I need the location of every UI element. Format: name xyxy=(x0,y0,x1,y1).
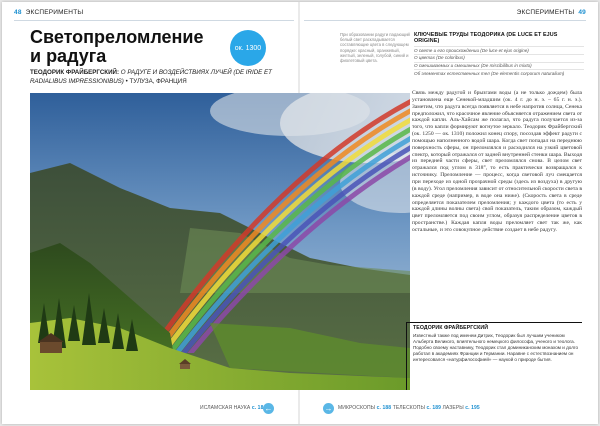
right-page-header xyxy=(517,6,586,20)
right-arrow-icon[interactable]: → xyxy=(324,404,333,413)
article-body-text: Связь между радугой и брызгами воды (а не только дождем) была установлена еще Сенекой-младшим (ок. 4 г. до н. э. – 65 г. н. э.). Заметим, что радуга всегда появляется в небе напротив солнца, Сенека предположил, что красочное явление объясняется отражением света от каждой капли. Аль-Хайсам же полагал, что радуга получается из-за того, что капли формируют вогнутое зеркало. Теодорик Фрайбергский (ок. 1250 — ок. 1310) положил конец спору, посоздав эффект радуги с помощью наполненного водой шара. Когда свет попадал на переднюю поверхность сферы, он преломлялся и расходился на узкий цветовой спектр, который отражался от задней внутренней стенки шара. Выходя из передней части сферы, свет преломлялся снова. В целом свет отражался под углом в 318°, то есть практически возвращался к источнику. Преломление — процесс, когда световой луч смещается при переходе из одной прозрачной среды (здесь из воздуха) в другую (в воду). Угол преломления зависит от относительной скорости света в каждой среде (например, в воде она ниже). (Скорость света в среде определяется показателем преломления; у каждого цвета (то есть у каждой длины волны света) свой показатель, таким образом, каждый цвет преломляется под своим углом, образуя распределение цветов в пространстве.) Каждая капля воды преломляет свет так же, как остальные, и это совокупное действие создает в небе радугу. xyxy=(412,90,582,233)
ref-telescopes-page[interactable]: с. 189 xyxy=(426,405,441,411)
key-work-item: О смешиваемых и смешанных (De miscibilibus in mixto) xyxy=(414,62,584,70)
key-work-item: О свете и его происхождении (De luce et ejus origine) xyxy=(414,46,584,54)
left-footer-ref[interactable] xyxy=(200,402,263,414)
subtitle-author: ТЕОДОРИК ФРАЙБЕРГСКИЙ: xyxy=(30,69,120,76)
bio-text: Известный также под именем Дитрих, Теодорик был лучшим учеником Альберта Великого, влиятельного немецкого философа, ученого и теолога. Подобно своему наставнику, Теодорик стал доминиканским монахом и долго работал в академиях Франции и Германии. Наравне с естествознанием он интересовался «натурфилософией» — наукой о природе бытия. xyxy=(413,333,579,362)
title-line-2: и радуга xyxy=(30,46,107,66)
left-ref-label: ИСЛАМСКАЯ НАУКА xyxy=(200,405,251,411)
left-header-rule xyxy=(14,20,294,21)
ref-microscopes-label[interactable]: МИКРОСКОПЫ xyxy=(338,405,376,411)
date-badge: ок. 1300 xyxy=(230,30,266,66)
ref-lasers-label[interactable]: ЛАЗЕРЫ xyxy=(442,405,464,411)
subtitle-work: О РАДУГЕ И ВОЗДЕЙСТВИЯХ ЛУЧЕЙ (DE IRIDE ET RADIALIBUS IMPRESSIONIBUS) xyxy=(30,69,272,85)
bio-title: ТЕОДОРИК ФРАЙБЕРГСКИЙ xyxy=(413,325,489,331)
article-subtitle xyxy=(30,68,310,86)
left-ref-page: с. 18 xyxy=(251,405,264,411)
article-title xyxy=(30,28,230,66)
rainbow-landscape-illustration xyxy=(30,93,410,390)
right-footer-refs xyxy=(338,402,480,414)
left-page-header xyxy=(14,6,83,20)
key-work-item: О цветах (De coloribus) xyxy=(414,54,584,62)
left-arrow-icon[interactable]: ← xyxy=(264,404,273,413)
photo-caption: При образовании радуги падающий белый свет раскладывается составляющие цвета в следующем порядке: красный, оранжевый, желтый, зеленый, голубой, синий и фиолетовый цвета. xyxy=(340,32,410,64)
right-header-rule xyxy=(304,20,586,21)
title-line-1: Светопреломление xyxy=(30,27,204,47)
rainbow-photo xyxy=(30,93,410,390)
subtitle-place: • ТУЛУЗА, ФРАНЦИЯ xyxy=(125,78,187,85)
key-work-item: Об элементах естественных тел (De elementis corporum naturalium) xyxy=(414,69,584,77)
key-works-list xyxy=(414,46,584,77)
author-bio-box xyxy=(406,322,582,390)
ref-microscopes-page[interactable]: с. 188 xyxy=(376,405,392,411)
ref-telescopes-label[interactable]: ТЕЛЕСКОПЫ xyxy=(392,405,425,411)
ref-lasers-page[interactable]: с. 195 xyxy=(465,405,480,411)
key-works-box xyxy=(414,32,584,77)
key-works-title: КЛЮЧЕВЫЕ ТРУДЫ ТЕОДОРИКА (DE LUCE ET EJUS ORIGINE) xyxy=(414,32,558,44)
left-page-number: 48 xyxy=(14,9,22,16)
left-section-name: ЭКСПЕРИМЕНТЫ xyxy=(25,9,84,16)
right-page-number: 49 xyxy=(578,9,586,16)
right-section-name: ЭКСПЕРИМЕНТЫ xyxy=(516,9,575,16)
